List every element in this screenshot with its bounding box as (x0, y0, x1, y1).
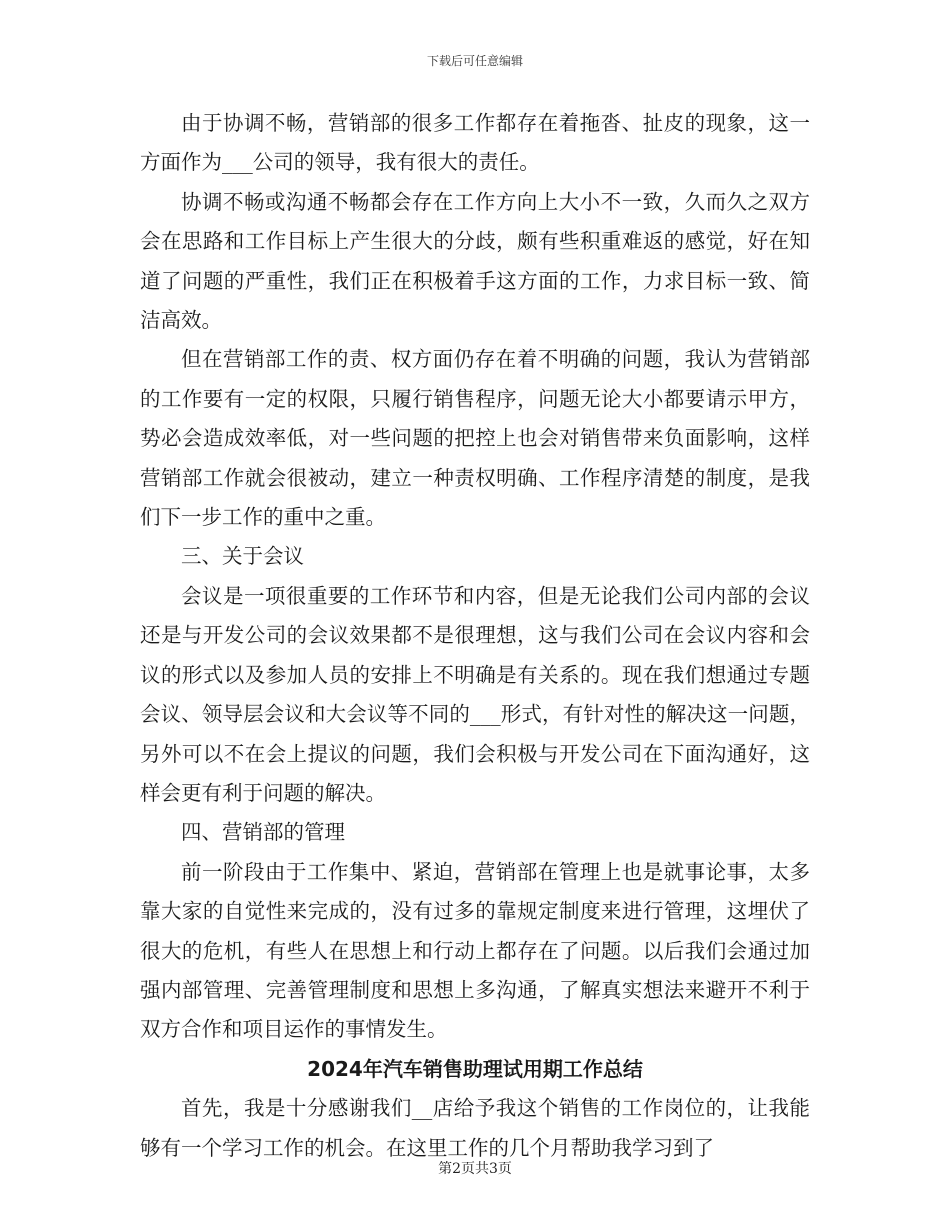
paragraph-meetings: 会议是一项很重要的工作环节和内容，但是无论我们公司内部的会议还是与开发公司的会议效果都不是很理想，这与我们公司在会议内容和会议的形式以及参加人员的安排上不明确是有关系的。现在我们想通过专题会议、领导层会议和大会议等不同的___形式，有针对性的解决这一问题，另外可以不在会上提议的问题，我们会积极与开发公司在下面沟通好，这样会更有利于问题的解决。 (140, 583, 810, 805)
section-title: 2024年汽车销售助理试用期工作总结 (307, 1056, 643, 1081)
heading-management: 四、营销部的管理 (181, 820, 345, 845)
heading-meetings: 三、关于会议 (181, 544, 304, 569)
paragraph-management: 前一阶段由于工作集中、紧迫，营销部在管理上也是就事论事，太多靠大家的自觉性来完成的，没有过多的靠规定制度来进行管理，这埋伏了很大的危机，有些人在思想上和行动上都存在了问题。以后我们会通过加强内部管理、完善管理制度和思想上多沟通，了解真实想法来避开不利于双方合作和项目运作的事情发生。 (140, 859, 810, 1042)
document-body (140, 104, 810, 1168)
page-header: 下载后可任意编辑 (426, 54, 523, 68)
paragraph-intro: 首先，我是十分感谢我们__店给予我这个销售的工作岗位的，让我能够有一个学习工作的机会。在这里工作的几个月帮助我学习到了 (140, 1096, 810, 1160)
paragraph-communication: 协调不畅或沟通不畅都会存在工作方向上大小不一致，久而久之双方会在思路和工作目标上产生很大的分歧，颇有些积重难返的感觉，好在知道了问题的严重性，我们正在积极着手这方面的工作，力求目标一致、简洁高效。 (140, 189, 810, 333)
paragraph-coordination: 由于协调不畅，营销部的很多工作都存在着拖沓、扯皮的现象，这一方面作为___公司的领导，我有很大的责任。 (140, 111, 810, 175)
paragraph-responsibility: 但在营销部工作的责、权方面仍存在着不明确的问题，我认为营销部的工作要有一定的权限，只履行销售程序，问题无论大小都要请示甲方，势必会造成效率低，对一些问题的把控上也会对销售带来负面影响，这样营销部工作就会很被动，建立一种责权明确、工作程序清楚的制度，是我们下一步工作的重中之重。 (140, 347, 810, 530)
page-footer: 第2页共3页 (438, 1161, 512, 1177)
